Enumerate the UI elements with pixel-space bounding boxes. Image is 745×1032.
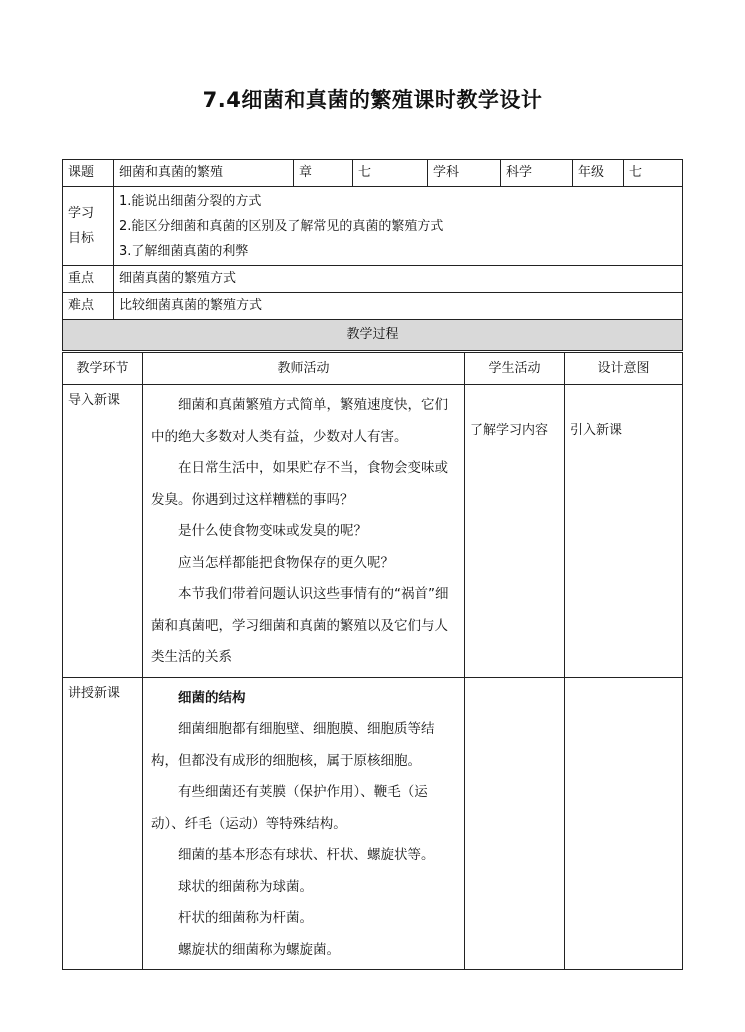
difficulty-value: 比较细菌真菌的繁殖方式 [114,293,683,320]
subject-value: 科学 [501,160,573,187]
intro-row [63,385,683,678]
key-point-row [63,266,683,293]
intro-design-intent: 引入新课 [565,385,683,678]
grade-value: 七 [624,160,683,187]
process-table [62,352,683,970]
objectives-list [114,187,683,266]
lesson-plan-table [62,159,683,351]
process-header: 教学过程 [63,320,683,351]
paragraph: 本节我们带着问题认识这些事情有的“祸首”细菌和真菌吧，学习细菌和真菌的繁殖以及它们与人类生活的关系 [151,586,449,665]
lecture-teacher-activity [143,677,465,970]
key-point-value: 细菌真菌的繁殖方式 [114,266,683,293]
info-row [63,160,683,187]
paragraph: 在日常生活中，如果贮存不当，食物会变味或发臭。你遇到过这样糟糕的事吗？ [151,460,448,508]
objective-item: 1.能说出细菌分裂的方式 [119,193,262,209]
col-student: 学生活动 [465,353,565,385]
document-title: 7.4细菌和真菌的繁殖课时教学设计 [202,88,543,112]
paragraph: 应当怎样都能把食物保存的更久呢？ [178,554,394,571]
paragraph: 是什么使食物变味或发臭的呢？ [178,523,367,539]
topic-value: 细菌和真菌的繁殖 [114,160,294,187]
objective-item: 3.了解细菌真菌的利弊 [119,243,249,259]
lecture-design-intent [565,677,683,970]
chapter-value: 七 [353,160,428,187]
paragraph: 有些细菌还有荚膜（保护作用）、鞭毛（运动）、纤毛（运动）等特殊结构。 [151,784,428,832]
col-stage: 教学环节 [63,353,143,385]
objectives-label [63,187,114,266]
topic-label: 课题 [63,160,114,187]
intro-teacher-activity [143,385,465,678]
subject-label: 学科 [428,160,501,187]
col-teacher: 教师活动 [143,353,465,385]
grade-label: 年级 [573,160,624,187]
difficulty-row [63,293,683,320]
paragraph: 细菌细胞都有细胞壁、细胞膜、细胞质等结构，但都没有成形的细胞核，属于原核细胞。 [151,721,435,769]
difficulty-label: 难点 [63,293,114,320]
paragraph: 细菌的基本形态有球状、杆状、螺旋状等。 [178,847,435,863]
paragraph: 细菌和真菌繁殖方式简单，繁殖速度快，它们中的绝大多数对人类有益，少数对人有害。 [151,397,448,445]
paragraph: 螺旋状的细菌称为螺旋菌。 [178,941,340,958]
objectives-label-text: 学习目标 [68,206,95,246]
process-header-row [63,320,683,351]
objective-item: 2.能区分细菌和真菌的区别及了解常见的真菌的繁殖方式 [119,218,444,234]
lecture-student-activity [465,677,565,970]
intro-stage: 导入新课 [63,385,143,678]
lecture-row [63,677,683,970]
col-design: 设计意图 [565,353,683,385]
chapter-label: 章 [294,160,353,187]
key-point-label: 重点 [63,266,114,293]
intro-student-activity: 了解学习内容 [465,385,565,678]
lecture-stage: 讲授新课 [63,677,143,970]
objectives-row [63,187,683,266]
section-heading: 细菌的结构 [178,689,246,706]
paragraph: 球状的细菌称为球菌。 [178,878,313,895]
paragraph: 杆状的细菌称为杆菌。 [178,910,313,926]
process-column-headers [63,353,683,385]
